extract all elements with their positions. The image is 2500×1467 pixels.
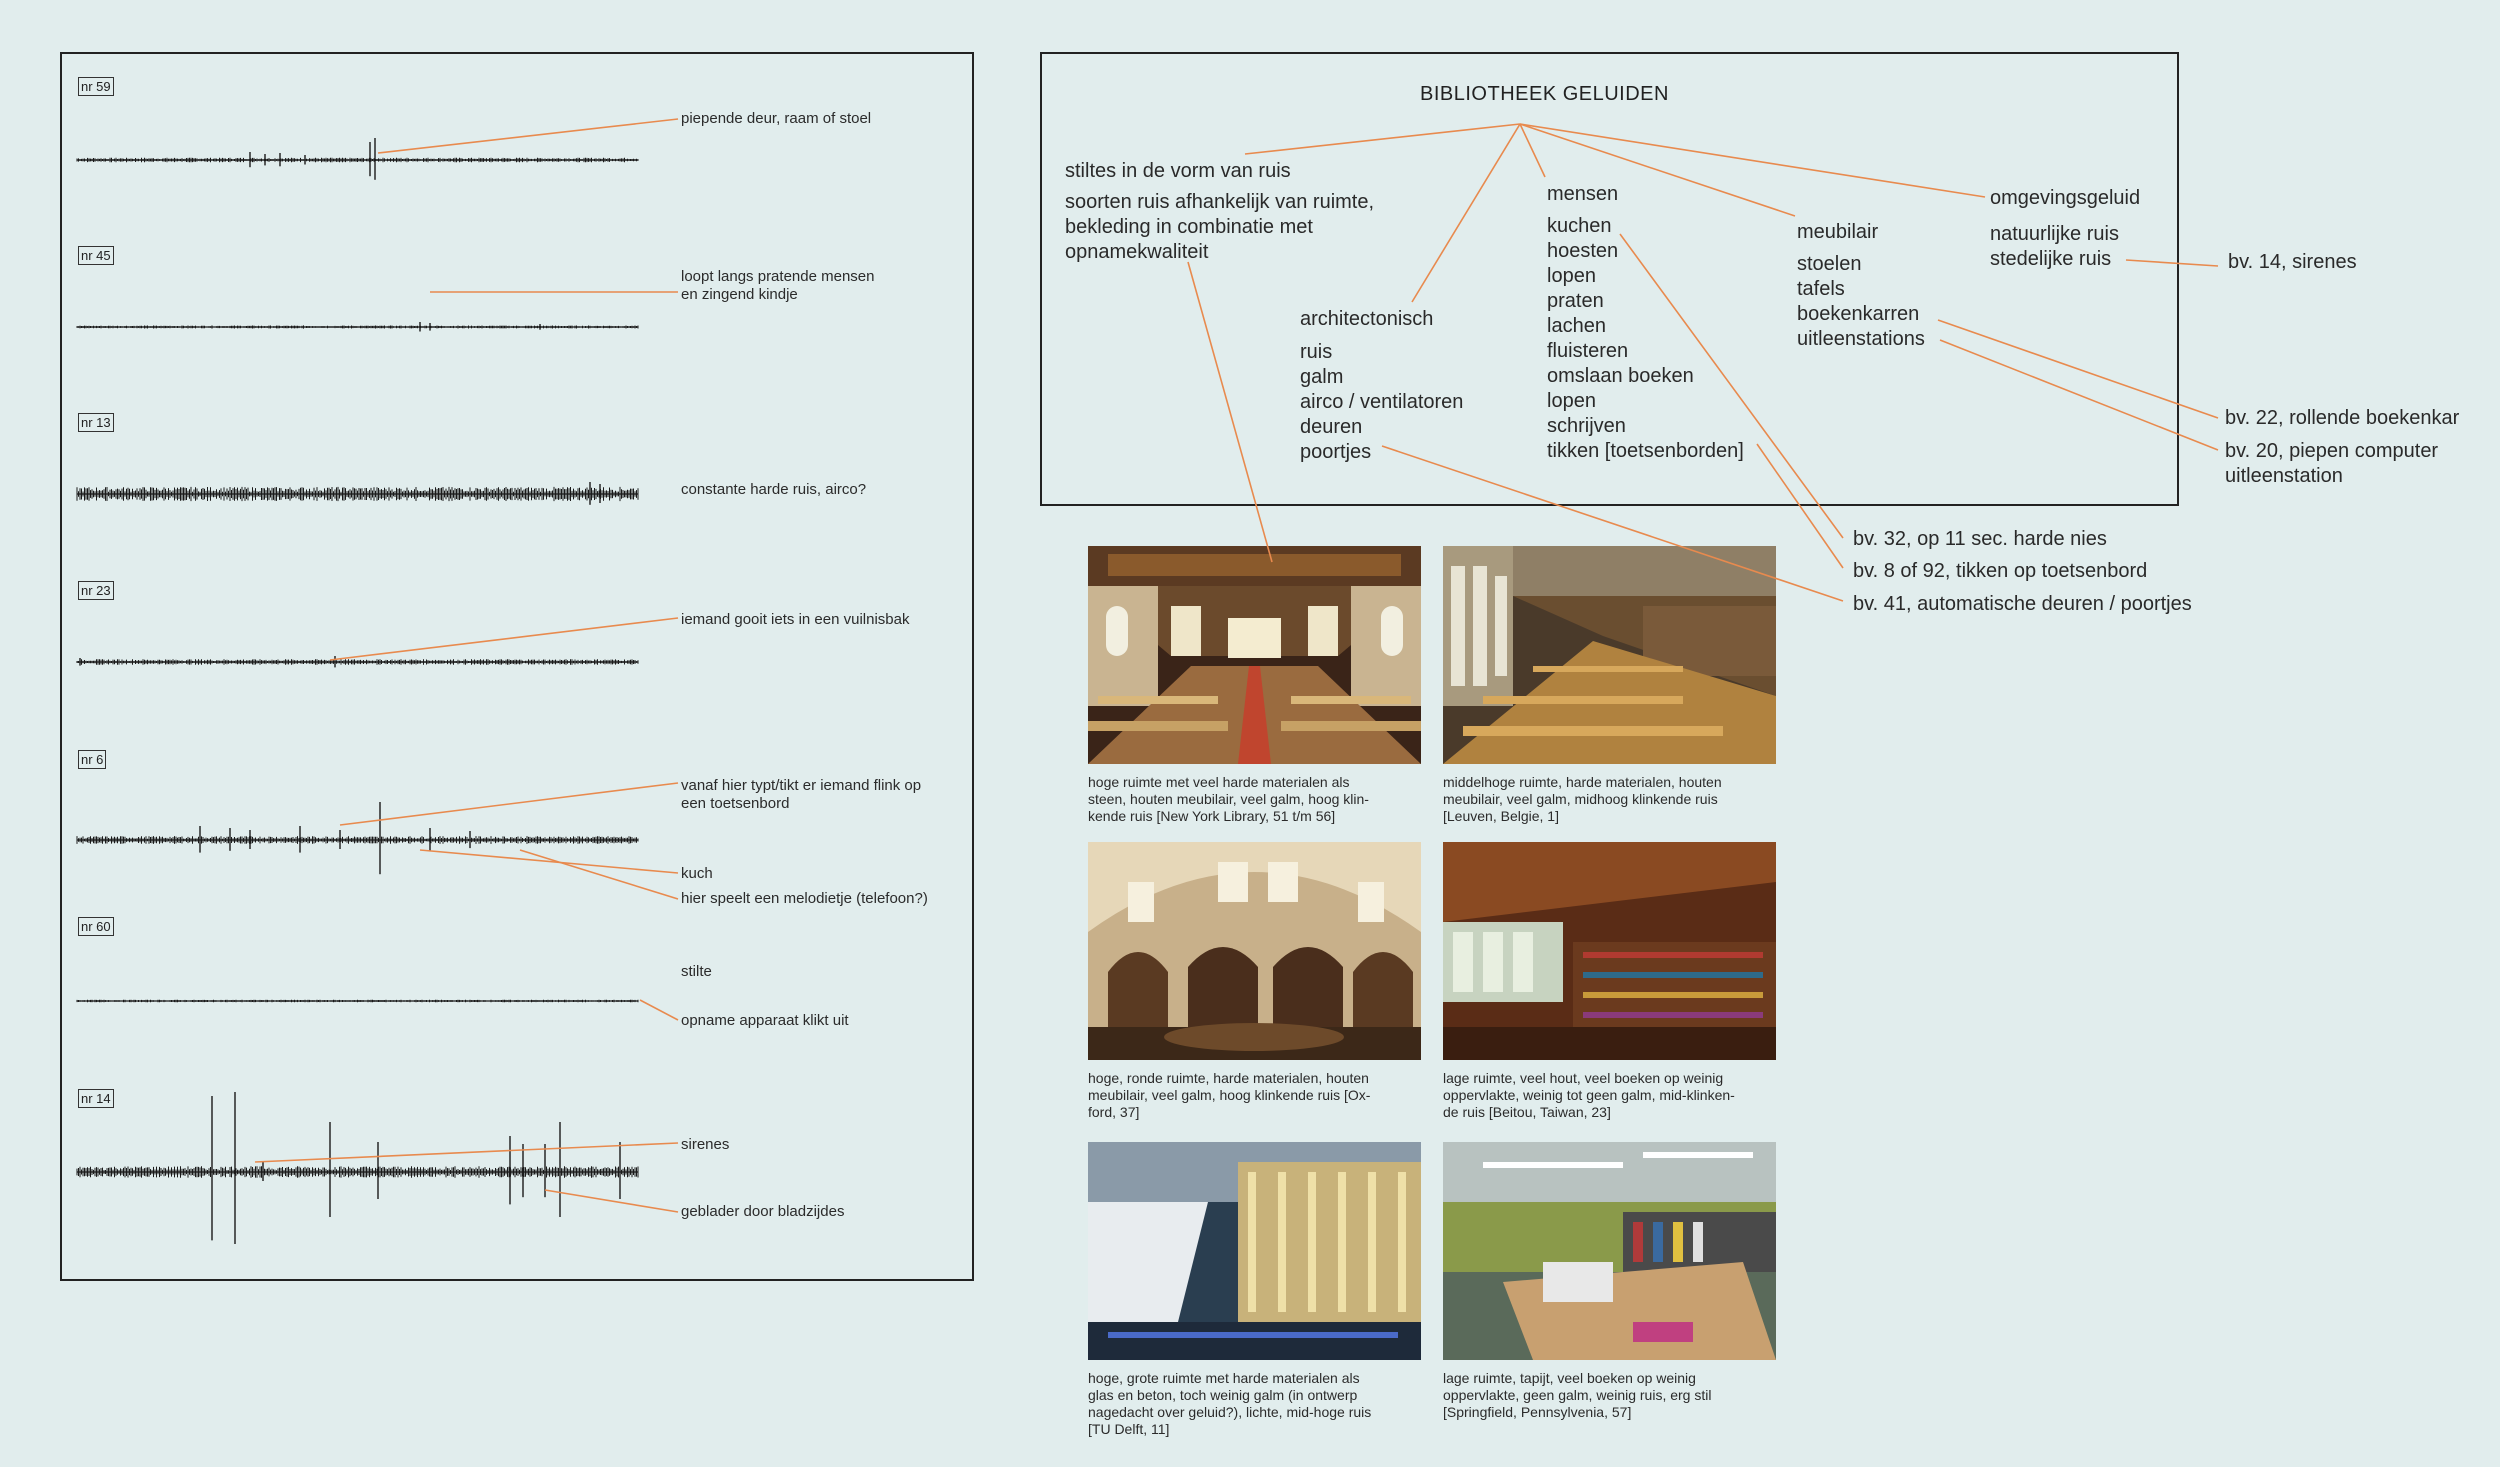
photo-caption-delft: hoge, grote ruimte met harde materialen als glas en beton, toch weinig galm (in ontwerp nagedacht over geluid?), lichte, mid-hoge ruis [TU Delft, 11] bbox=[1088, 1370, 1372, 1437]
waveform-tag-14: nr 14 bbox=[78, 1089, 114, 1108]
tree-omgeving-title: omgevingsgeluid bbox=[1990, 187, 2141, 209]
leader-line bbox=[378, 119, 678, 153]
leader-line bbox=[255, 1143, 678, 1162]
example-tikken: bv. 8 of 92, tikken op toetsenbord bbox=[1853, 560, 2148, 582]
leader-line bbox=[640, 1000, 678, 1020]
example-sirenes: bv. 14, sirenes bbox=[2228, 251, 2357, 273]
leader-line bbox=[1520, 124, 1985, 197]
note-23: iemand gooit iets in een vuilnisbak bbox=[681, 611, 910, 628]
example-deuren: bv. 41, automatische deuren / poortjes bbox=[1853, 593, 2192, 615]
leader-line bbox=[1520, 124, 1795, 216]
leader-line bbox=[1188, 262, 1272, 562]
leader-line bbox=[340, 783, 678, 825]
tree-mensen-items: kuchen hoesten lopen praten lachen fluisteren omslaan boeken lopen schrijven tikken [toetsenborden] bbox=[1547, 215, 1744, 462]
photo-caption-leuven: middelhoge ruimte, harde materialen, houten meubilair, veel galm, midhoog klinkende ruis [Leuven, Belgie, 1] bbox=[1443, 774, 1722, 824]
tree-architectonisch-items: ruis galm airco / ventilatoren deuren poortjes bbox=[1300, 341, 1464, 463]
note-60b: opname apparaat klikt uit bbox=[681, 1012, 849, 1029]
leader-line bbox=[330, 618, 678, 660]
tree-architectonisch-title: architectonisch bbox=[1300, 308, 1434, 330]
waveform-tag-59: nr 59 bbox=[78, 77, 114, 96]
leader-line bbox=[1938, 320, 2218, 418]
note-6b: kuch bbox=[681, 865, 713, 882]
waveform-tag-23: nr 23 bbox=[78, 581, 114, 600]
photo-caption-springfield: lage ruimte, tapijt, veel boeken op weinig oppervlakte, geen galm, weinig ruis, erg stil [Springfield, Pennsylvenia, 57] bbox=[1443, 1370, 1712, 1420]
example-boekenkar: bv. 22, rollende boekenkar bbox=[2225, 407, 2460, 429]
leader-line bbox=[2126, 260, 2218, 266]
note-60a: stilte bbox=[681, 963, 712, 980]
leader-line bbox=[1245, 124, 1520, 154]
tree-omgeving-items: natuurlijke ruis stedelijke ruis bbox=[1990, 223, 2119, 270]
tree-stiltes-detail: soorten ruis afhankelijk van ruimte, bekleding in combinatie met opnamekwaliteit bbox=[1065, 191, 1375, 263]
example-computer: bv. 20, piepen computer uitleenstation bbox=[2225, 440, 2439, 487]
waveform-tag-13: nr 13 bbox=[78, 413, 114, 432]
photo-caption-oxford: hoge, ronde ruimte, harde materialen, houten meubilair, veel galm, hoog klinkende ruis [Ox- ford, 37] bbox=[1088, 1070, 1371, 1120]
tree-meubilair-items: stoelen tafels boekenkarren uitleenstations bbox=[1797, 253, 1925, 350]
note-13: constante harde ruis, airco? bbox=[681, 481, 867, 498]
leader-line bbox=[545, 1190, 678, 1212]
note-6a: vanaf hier typt/tikt er iemand flink op een toetsenbord bbox=[681, 777, 922, 812]
tree-mensen-title: mensen bbox=[1547, 183, 1619, 205]
tree-stiltes: stiltes in de vorm van ruis bbox=[1065, 160, 1291, 182]
note-14a: sirenes bbox=[681, 1136, 730, 1153]
note-59: piepende deur, raam of stoel bbox=[681, 110, 872, 127]
waveform-tag-45: nr 45 bbox=[78, 246, 114, 265]
waveform-tag-6: nr 6 bbox=[78, 750, 106, 769]
photo-caption-new-york: hoge ruimte met veel harde materialen als steen, houten meubilair, veel galm, hoog klin- kende ruis [New York Library, 51 t/m 56] bbox=[1088, 774, 1369, 824]
photo-caption-beitou: lage ruimte, veel hout, veel boeken op weinig oppervlakte, weinig tot geen galm, mid-klinken- de ruis [Beitou, Taiwan, 23] bbox=[1443, 1070, 1735, 1120]
note-14b: geblader door bladzijdes bbox=[681, 1203, 845, 1220]
leader-line bbox=[1412, 124, 1520, 302]
example-nies: bv. 32, op 11 sec. harde nies bbox=[1853, 528, 2107, 550]
leader-line bbox=[1757, 444, 1843, 568]
note-45: loopt langs pratende mensen en zingend kindje bbox=[681, 268, 875, 303]
leader-line bbox=[520, 850, 678, 899]
tree-meubilair-title: meubilair bbox=[1797, 221, 1879, 243]
waveform-tag-60: nr 60 bbox=[78, 917, 114, 936]
leader-line bbox=[1620, 234, 1843, 538]
note-6c: hier speelt een melodietje (telefoon?) bbox=[681, 890, 928, 907]
leader-line bbox=[420, 850, 678, 873]
tree-title: BIBLIOTHEEK GELUIDEN bbox=[1420, 83, 1669, 105]
leader-line bbox=[1940, 340, 2218, 450]
